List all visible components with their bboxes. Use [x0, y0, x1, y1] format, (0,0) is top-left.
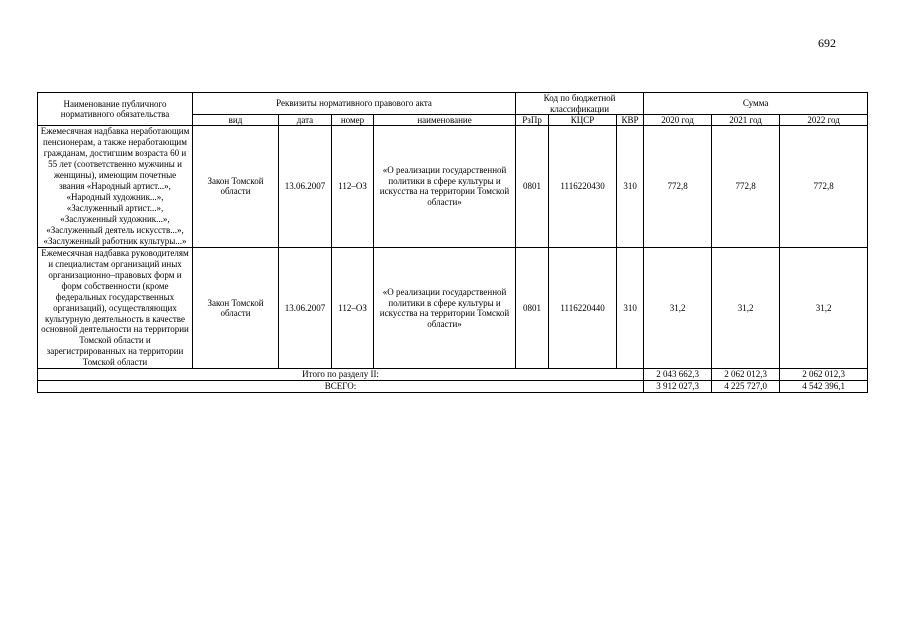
- act-number: 112–ОЗ: [332, 126, 374, 248]
- grand-total-label: ВСЕГО:: [38, 381, 644, 393]
- obligation-name: Ежемесячная надбавка руководителям и специалистам организаций иных организационно–правовых форм и форм собственности (кроме федеральных государственных организаций), осуществляющих культурную деятельность в качестве основной деятельности на территории Томской области и зарегистрированных на территории Томской области: [38, 247, 193, 369]
- sum-2021: 772,8: [712, 126, 780, 248]
- act-name: «О реализации государственной политики в сфере культуры и искусства на территории Томской области»: [374, 247, 516, 369]
- obligation-name: Ежемесячная надбавка неработающим пенсионерам, а также неработающим гражданам, достигшим возраста 60 и 55 лет (соответственно мужчины и женщины), имеющим почетные звания «Народный артист...», «Народный художник...», «Заслуженный артист...», «Заслуженный художник...», «Заслуженный деятель искусств...», «Заслуженный работник культуры...»: [38, 126, 193, 248]
- subheader-2021: 2021 год: [712, 115, 780, 126]
- header-obligation-name: Наименование публичного нормативного обязательства: [38, 93, 193, 126]
- table-row: [38, 247, 868, 369]
- subheader-date: дата: [279, 115, 332, 126]
- act-name: «О реализации государственной политики в сфере культуры и искусства на территории Томской области»: [374, 126, 516, 248]
- total-2021: 2 062 012,3: [712, 369, 780, 381]
- act-type: Закон Томской области: [193, 126, 279, 248]
- act-date: 13.06.2007: [279, 126, 332, 248]
- code-rzpr: 0801: [516, 126, 549, 248]
- subheader-kvr: КВР: [617, 115, 644, 126]
- total-2020: 2 043 662,3: [644, 369, 712, 381]
- budget-table: [37, 92, 868, 393]
- code-rzpr: 0801: [516, 247, 549, 369]
- subheader-kcsr: КЦСР: [549, 115, 617, 126]
- header-sum: Сумма: [644, 93, 868, 115]
- total-row-section: [38, 369, 868, 381]
- page-number: 692: [818, 36, 836, 50]
- sum-2020: 772,8: [644, 126, 712, 248]
- act-number: 112–ОЗ: [332, 247, 374, 369]
- header-legal-act-requisites: Реквизиты нормативного правового акта: [193, 93, 516, 115]
- total-label: Итого по разделу II:: [38, 369, 644, 381]
- code-kcsr: 1116220430: [549, 126, 617, 248]
- code-kvr: 310: [617, 126, 644, 248]
- code-kcsr: 1116220440: [549, 247, 617, 369]
- grand-total-2020: 3 912 027,3: [644, 381, 712, 393]
- grand-total-2022: 4 542 396,1: [780, 381, 868, 393]
- total-2022: 2 062 012,3: [780, 369, 868, 381]
- sum-2022: 31,2: [780, 247, 868, 369]
- header-budget-code: Код по бюджетной классификации: [516, 93, 644, 115]
- act-date: 13.06.2007: [279, 247, 332, 369]
- subheader-2020: 2020 год: [644, 115, 712, 126]
- subheader-vid: вид: [193, 115, 279, 126]
- act-type: Закон Томской области: [193, 247, 279, 369]
- sum-2021: 31,2: [712, 247, 780, 369]
- header-row: [38, 93, 868, 115]
- sum-2020: 31,2: [644, 247, 712, 369]
- sum-2022: 772,8: [780, 126, 868, 248]
- subheader-rzpr: РзПр: [516, 115, 549, 126]
- subheader-number: номер: [332, 115, 374, 126]
- total-row-grand: [38, 381, 868, 393]
- subheader-act-name: наименование: [374, 115, 516, 126]
- grand-total-2021: 4 225 727,0: [712, 381, 780, 393]
- table-row: [38, 126, 868, 248]
- subheader-2022: 2022 год: [780, 115, 868, 126]
- code-kvr: 310: [617, 247, 644, 369]
